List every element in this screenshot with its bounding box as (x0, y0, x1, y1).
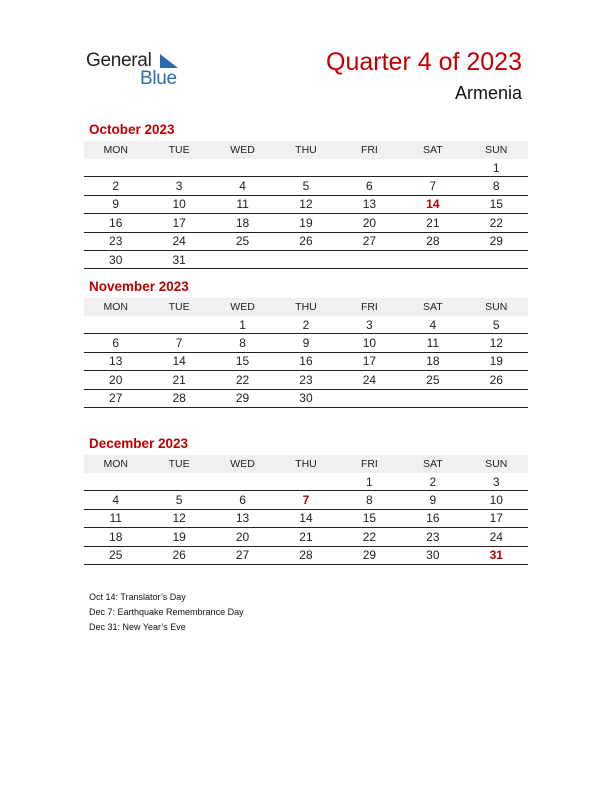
day-cell: 29 (211, 389, 274, 407)
day-cell: 1 (338, 473, 401, 491)
day-cell: 30 (274, 389, 337, 407)
weekday-header-row (84, 141, 528, 159)
day-cell: 28 (147, 389, 210, 407)
day-cell: 16 (84, 214, 147, 232)
empty-day-cell (338, 250, 401, 268)
day-cell: 11 (401, 334, 464, 352)
day-cell: 12 (465, 334, 528, 352)
weekday-header-row (84, 455, 528, 473)
day-cell: 30 (84, 250, 147, 268)
empty-day-cell (147, 159, 210, 177)
week-row (84, 334, 528, 352)
day-cell: 14 (274, 509, 337, 527)
holiday-note: Dec 31: New Year’s Eve (89, 622, 186, 632)
weekday-header: TUE (147, 455, 210, 473)
day-cell: 26 (147, 546, 210, 564)
day-cell: 1 (465, 159, 528, 177)
day-cell: 25 (211, 232, 274, 250)
day-cell: 26 (274, 232, 337, 250)
day-cell: 21 (401, 214, 464, 232)
day-cell: 15 (338, 509, 401, 527)
day-cell: 8 (211, 334, 274, 352)
empty-day-cell (274, 159, 337, 177)
day-cell: 16 (274, 352, 337, 370)
day-cell: 25 (84, 546, 147, 564)
week-row (84, 316, 528, 334)
week-row (84, 195, 528, 213)
empty-day-cell (465, 250, 528, 268)
day-cell: 19 (465, 352, 528, 370)
empty-day-cell (211, 159, 274, 177)
day-cell: 13 (338, 195, 401, 213)
empty-day-cell (401, 159, 464, 177)
day-cell: 29 (465, 232, 528, 250)
day-cell: 3 (465, 473, 528, 491)
day-cell: 23 (84, 232, 147, 250)
day-cell: 17 (465, 509, 528, 527)
empty-day-cell (338, 389, 401, 407)
week-row (84, 389, 528, 407)
weekday-header: THU (274, 141, 337, 159)
day-cell: 10 (147, 195, 210, 213)
day-cell: 12 (147, 509, 210, 527)
empty-day-cell (84, 159, 147, 177)
weekday-header: SUN (465, 455, 528, 473)
day-cell: 12 (274, 195, 337, 213)
calendar-body (84, 473, 528, 564)
week-row (84, 159, 528, 177)
day-cell: 4 (211, 177, 274, 195)
calendar-table (84, 141, 528, 269)
day-cell: 3 (338, 316, 401, 334)
day-cell: 5 (147, 491, 210, 509)
day-cell: 5 (274, 177, 337, 195)
day-cell: 19 (274, 214, 337, 232)
calendar-table (84, 298, 528, 408)
weekday-header: WED (211, 141, 274, 159)
day-cell: 11 (211, 195, 274, 213)
week-row (84, 352, 528, 370)
day-cell: 24 (147, 232, 210, 250)
empty-day-cell (338, 159, 401, 177)
day-cell: 28 (401, 232, 464, 250)
day-cell: 16 (401, 509, 464, 527)
empty-day-cell (211, 250, 274, 268)
weekday-header: FRI (338, 455, 401, 473)
day-cell: 21 (147, 371, 210, 389)
day-cell: 13 (84, 352, 147, 370)
day-cell: 2 (401, 473, 464, 491)
day-cell: 29 (338, 546, 401, 564)
week-row (84, 232, 528, 250)
day-cell: 10 (465, 491, 528, 509)
day-cell: 5 (465, 316, 528, 334)
empty-day-cell (84, 473, 147, 491)
month-title: November 2023 (89, 279, 189, 294)
page-title: Quarter 4 of 2023 (326, 48, 522, 76)
day-cell: 25 (401, 371, 464, 389)
day-cell: 11 (84, 509, 147, 527)
logo-text-general: General (86, 50, 152, 71)
weekday-header: SAT (401, 298, 464, 316)
empty-day-cell (274, 473, 337, 491)
holiday-notes (89, 590, 244, 635)
day-cell: 22 (211, 371, 274, 389)
week-row (84, 528, 528, 546)
day-cell: 3 (147, 177, 210, 195)
day-cell: 4 (401, 316, 464, 334)
month-december (84, 435, 528, 565)
weekday-header: WED (211, 455, 274, 473)
weekday-header: FRI (338, 141, 401, 159)
day-cell: 8 (465, 177, 528, 195)
day-cell: 30 (401, 546, 464, 564)
weekday-header: SAT (401, 455, 464, 473)
day-cell: 23 (274, 371, 337, 389)
day-cell: 9 (84, 195, 147, 213)
weekday-header: WED (211, 298, 274, 316)
empty-day-cell (211, 473, 274, 491)
day-cell: 20 (338, 214, 401, 232)
week-row (84, 473, 528, 491)
weekday-header: SAT (401, 141, 464, 159)
day-cell: 9 (401, 491, 464, 509)
day-cell: 20 (84, 371, 147, 389)
day-cell: 14 (147, 352, 210, 370)
week-row (84, 177, 528, 195)
month-october (84, 121, 528, 269)
week-row (84, 214, 528, 232)
day-cell: 15 (211, 352, 274, 370)
day-cell: 26 (465, 371, 528, 389)
day-cell: 10 (338, 334, 401, 352)
weekday-header: THU (274, 298, 337, 316)
empty-day-cell (147, 473, 210, 491)
logo-text-blue: Blue (140, 68, 177, 89)
holiday-note: Dec 7: Earthquake Remembrance Day (89, 607, 244, 617)
weekday-header: MON (84, 298, 147, 316)
week-row (84, 250, 528, 268)
day-cell: 27 (338, 232, 401, 250)
empty-day-cell (401, 250, 464, 268)
weekday-header: SUN (465, 141, 528, 159)
day-cell: 22 (465, 214, 528, 232)
day-cell: 28 (274, 546, 337, 564)
weekday-header: MON (84, 141, 147, 159)
day-cell: 18 (211, 214, 274, 232)
empty-day-cell (274, 250, 337, 268)
month-title: October 2023 (89, 122, 175, 137)
day-cell: 7 (147, 334, 210, 352)
day-cell: 18 (84, 528, 147, 546)
weekday-header-row (84, 298, 528, 316)
weekday-header: TUE (147, 298, 210, 316)
holiday-day-cell: 31 (465, 546, 528, 564)
week-row (84, 371, 528, 389)
day-cell: 8 (338, 491, 401, 509)
day-cell: 24 (465, 528, 528, 546)
calendar-table (84, 455, 528, 565)
day-cell: 6 (338, 177, 401, 195)
day-cell: 17 (338, 352, 401, 370)
weekday-header: MON (84, 455, 147, 473)
empty-day-cell (465, 389, 528, 407)
day-cell: 1 (211, 316, 274, 334)
month-november (84, 278, 528, 408)
day-cell: 27 (84, 389, 147, 407)
holiday-day-cell: 7 (274, 491, 337, 509)
weekday-header: SUN (465, 298, 528, 316)
weekday-header: FRI (338, 298, 401, 316)
empty-day-cell (147, 316, 210, 334)
day-cell: 7 (401, 177, 464, 195)
week-row (84, 491, 528, 509)
logo (86, 50, 196, 90)
day-cell: 13 (211, 509, 274, 527)
day-cell: 17 (147, 214, 210, 232)
day-cell: 27 (211, 546, 274, 564)
holiday-note: Oct 14: Translator’s Day (89, 592, 186, 602)
day-cell: 4 (84, 491, 147, 509)
weekday-header: TUE (147, 141, 210, 159)
day-cell: 24 (338, 371, 401, 389)
day-cell: 23 (401, 528, 464, 546)
day-cell: 2 (274, 316, 337, 334)
week-row (84, 546, 528, 564)
week-row (84, 509, 528, 527)
day-cell: 15 (465, 195, 528, 213)
country-name: Armenia (454, 83, 522, 103)
day-cell: 19 (147, 528, 210, 546)
day-cell: 31 (147, 250, 210, 268)
day-cell: 21 (274, 528, 337, 546)
day-cell: 22 (338, 528, 401, 546)
holiday-day-cell: 14 (401, 195, 464, 213)
day-cell: 9 (274, 334, 337, 352)
month-title: December 2023 (89, 436, 189, 451)
day-cell: 18 (401, 352, 464, 370)
day-cell: 2 (84, 177, 147, 195)
day-cell: 6 (211, 491, 274, 509)
calendar-body (84, 316, 528, 407)
empty-day-cell (84, 316, 147, 334)
day-cell: 6 (84, 334, 147, 352)
weekday-header: THU (274, 455, 337, 473)
calendar-body (84, 159, 528, 269)
empty-day-cell (401, 389, 464, 407)
day-cell: 20 (211, 528, 274, 546)
